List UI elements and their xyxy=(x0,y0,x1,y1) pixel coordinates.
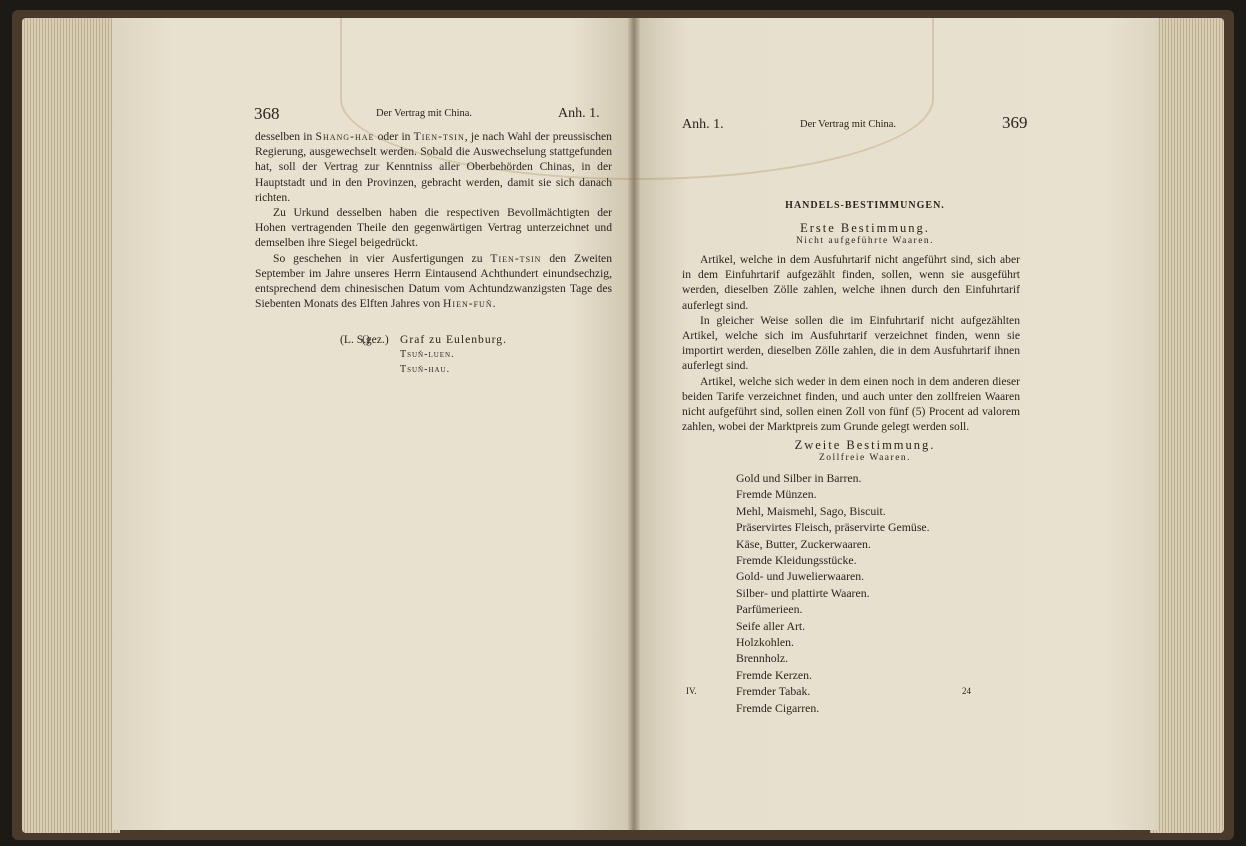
signature-number: 24 xyxy=(962,686,971,696)
second-provision-heading xyxy=(720,438,1010,463)
left-body-text xyxy=(255,129,612,311)
left-running-title: Der Vertrag mit China. xyxy=(376,108,473,119)
duty-free-goods-list xyxy=(736,470,930,716)
seal-mark: (L. S.) xyxy=(340,333,370,346)
list-item: Silber- und plattirte Waaren. xyxy=(736,585,870,600)
left-page-number: 368 xyxy=(254,104,280,123)
place-name: Tien-tsin xyxy=(413,130,465,143)
second-provision-subtitle: Zollfreie Waaren. xyxy=(818,453,912,463)
right-paragraph-2: In gleicher Weise sollen die im Einfuhrtarif nicht aufgezählten Artikel, welche sich im Ausfuhrtarif verzeichnet finden, wenn sie importirt werden, dieselben Zölle zahlen, die in dem Ausfuhrtarif ihnen auferlegt sind. xyxy=(682,313,1020,373)
first-provision-subtitle: Nicht aufgeführte Waaren. xyxy=(795,236,935,246)
list-item: Fremder Tabak. xyxy=(736,684,811,699)
signed-mark: (gez.) xyxy=(362,333,389,346)
place-name: Tien-tsin xyxy=(490,251,542,265)
section-heading: HANDELS-BESTIMMUNGEN. xyxy=(785,200,945,211)
place-name: Shang-hae xyxy=(315,130,375,143)
list-item: Käse, Butter, Zuckerwaaren. xyxy=(736,536,871,551)
list-item: Fremde Kleidungsstücke. xyxy=(736,553,857,568)
signer-eulenburg: Graf zu Eulenburg. xyxy=(400,333,507,346)
signature-mark: IV. xyxy=(686,686,697,696)
page-edges-right xyxy=(1150,18,1224,833)
list-item: Gold und Silber in Barren. xyxy=(736,471,862,485)
list-item: Brennholz. xyxy=(736,651,789,666)
list-item: Fremde Cigarren. xyxy=(736,700,820,715)
right-running-title: Der Vertrag mit China. xyxy=(800,119,897,130)
left-paragraph-1: desselben in Shang-hae oder in Tien-tsin, je nach Wahl der preussischen Regierung, ausgewechselt werden. Sobald die Auswechselung stattgefunden hat, soll der Vertrag zur Kenntniss aller Oberbehörden Chinas, in der Hauptstadt und in den Provinzen, gebracht werden, damit sie sich danach richten. xyxy=(255,130,612,204)
list-item: Präservirtes Fleisch, präservirte Gemüse. xyxy=(736,520,930,535)
right-paragraph-1: Artikel, welche in dem Ausfuhrtarif nicht angeführt sind, sich aber in dem Einfuhrtarif aufgezählt finden, sollen, wenn sie ausgeführt werden, dieselben Zölle zahlen, welche ihnen durch den Einfuhrtarif auferlegt sind. xyxy=(682,253,1020,312)
first-provision-heading xyxy=(720,221,1010,246)
list-item: Gold- und Juwelierwaaren. xyxy=(736,569,865,584)
left-paragraph-3: So geschehen in vier Ausfertigungen zu Tien-tsin den Zweiten September im Jahre unseres Herrn Eintausend Achthundert einundsechzig, entsprechend dem chinesischen Datum vom Achtundzwanzigsten Tage des Siebenten Monats des Elften Jahres von Hien-fuň. xyxy=(255,251,612,311)
list-item: Mehl, Maismehl, Sago, Biscuit. xyxy=(736,503,886,518)
list-item: Fremde Münzen. xyxy=(736,487,817,502)
first-provision-title: Erste Bestimmung. xyxy=(800,221,930,235)
left-appendix-label: Anh. 1. xyxy=(558,106,600,121)
page-edges-left xyxy=(22,18,120,833)
right-appendix-label: Anh. 1. xyxy=(682,117,724,132)
right-paragraph-3: Artikel, welche sich weder in dem einen noch in dem anderen dieser beiden Tarife verzeichnet finden, und auch unter den zollfreien Waaren nicht aufgeführt sind, sollen einen Zoll von fünf (5) Procent ad valorem zahlen, wobei der Marktpreis zum Grunde gelegt werden soll. xyxy=(682,374,1020,434)
right-page-number: 369 xyxy=(1002,113,1028,132)
era-name: Hien-fuň xyxy=(443,297,493,311)
list-item: Parfümerieen. xyxy=(736,602,803,617)
list-item: Seife aller Art. xyxy=(736,618,806,633)
list-item: Holzkohlen. xyxy=(736,635,794,650)
signer-tsun-hau: Tsuň-hau. xyxy=(400,364,451,375)
signer-tsun-luen: Tsuň-luen. xyxy=(400,349,455,360)
first-provision-text xyxy=(682,252,1020,434)
left-paragraph-2: Zu Urkund desselben haben die respectiven Bevollmächtigten der Hohen vertragenden Theile den gegenwärtigen Vertrag unterzeichnet und demselben ihre Siegel beigedrückt. xyxy=(255,206,612,250)
list-item: Fremde Kerzen. xyxy=(736,667,812,682)
second-provision-title: Zweite Bestimmung. xyxy=(794,438,936,452)
